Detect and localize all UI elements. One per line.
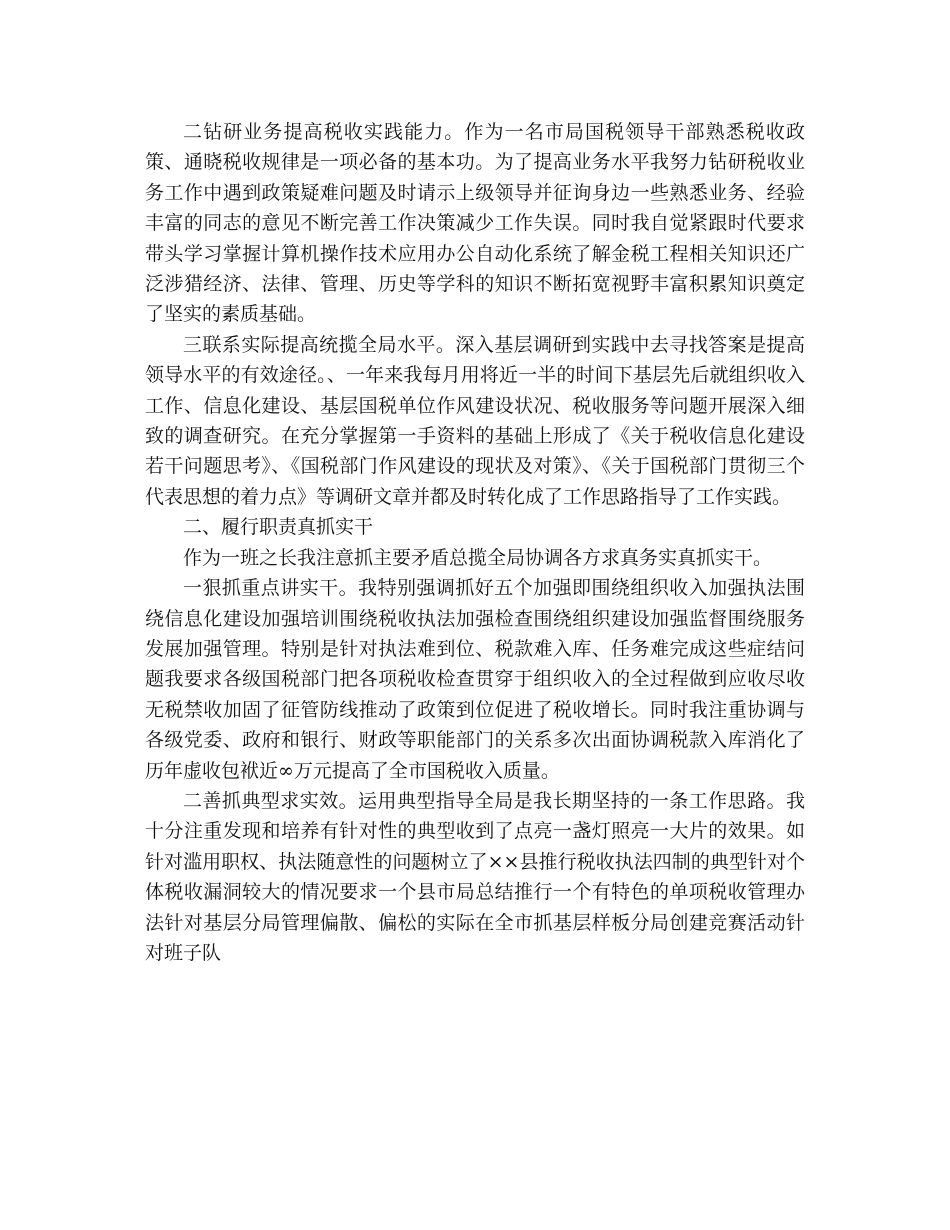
paragraph-typical-examples: 二善抓典型求实效。运用典型指导全局是我长期坚持的一条工作思路。我十分注重发现和培养有针对性的典型收到了点亮一盏灯照亮一大片的效果。如针对滥用职权、执法随意性的问题树立了××县推行税收执法四制的典型针对个体税收漏洞较大的情况要求一个县市局总结推行一个有特色的单项税收管理办法针对基层分局管理偏散、偏松的实际在全市抓基层样板分局创建竞赛活动针对班子队 [145,789,805,964]
document-body [145,117,805,968]
paragraph-connect-reality: 三联系实际提高统揽全局水平。深入基层调研到实践中去寻找答案是提高领导水平的有效途径。、一年来我每月用将近一半的时间下基层先后就组织收入工作、信息化建设、基层国税单位作风建设状况、税收服务等问题开展深入细致的调查研究。在充分掌握第一手资料的基础上形成了《关于税收信息化建设若干问题思考》、《国税部门作风建设的现状及对策》、《关于国税部门贯彻三个代表思想的着力点》等调研文章并都及时转化成了工作思路指导了工作实践。 [145,333,805,508]
paragraph-team-leader: 作为一班之长我注意抓主要矛盾总揽全局协调各方求真务实真抓实干。 [183,546,773,569]
paragraph-focus-priorities: 一狠抓重点讲实干。我特别强调抓好五个加强即围绕组织收入加强执法围绕信息化建设加强培训围绕税收执法加强检查围绕组织建设加强监督围绕服务发展加强管理。特别是针对执法难到位、税款难入库、任务难完成这些症结问题我要求各级国税部门把各项税收检查贯穿于组织收入的全过程做到应收尽收无税禁收加固了征管防线推动了政策到位促进了税收增长。同时我注重协调与各级党委、政府和银行、财政等职能部门的关系多次出面协调税款入库消化了历年虚收包袱近∞万元提高了全市国税收入质量。 [145,577,805,782]
section-heading-duties: 二、履行职责真抓实干 [183,516,374,539]
paragraph-research-business: 二钻研业务提高税收实践能力。作为一名市局国税领导干部熟悉税收政策、通晓税收规律是一项必备的基本功。为了提高业务水平我努力钻研税收业务工作中遇到政策疑难问题及时请示上级领导并征询身边一些熟悉业务、经验丰富的同志的意见不断完善工作决策减少工作失误。同时我自觉紧跟时代要求带头学习掌握计算机操作技术应用办公自动化系统了解金税工程相关知识还广泛涉猎经济、法律、管理、历史等学科的知识不断拓宽视野丰富积累知识奠定了坚实的素质基础。 [145,121,805,326]
